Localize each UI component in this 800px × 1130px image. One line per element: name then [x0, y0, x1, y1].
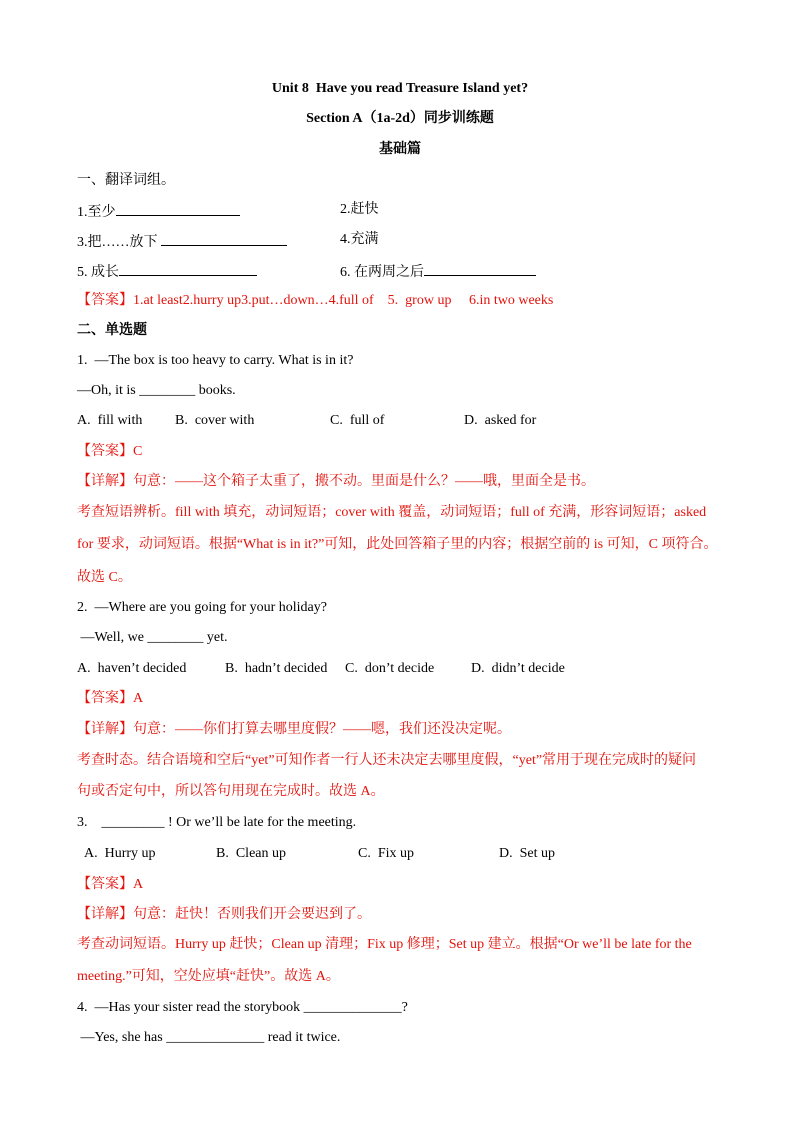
- item-label: 4.充满: [340, 232, 379, 247]
- q3-stem: 3. _________ ! Or we’ll be late for the meeting.: [77, 815, 357, 830]
- q2-reply: —Well, we ________ yet.: [77, 630, 228, 645]
- q3-explain-3: meeting.”可知，空处应填“赶快”。故选 A。: [77, 969, 340, 984]
- q4-stem: 4. —Has your sister read the storybook ______________?: [77, 1000, 408, 1015]
- item-label: 2.赶快: [340, 202, 379, 217]
- answer-blank: [161, 231, 287, 246]
- q3-explain-2: 考查动词短语。Hurry up 赶快；Clean up 清理；Fix up 修理；Set up 建立。根据“Or we’ll be late for the: [77, 937, 692, 952]
- page-title: Unit 8 Have you read Treasure Island yet?: [271, 81, 529, 96]
- part2-heading: 二、单选题: [77, 323, 147, 338]
- q1-explain-1: 【详解】句意：——这个箱子太重了，搬不动。里面是什么？——哦，里面全是书。: [77, 474, 595, 489]
- q3-option-a: A. Hurry up: [84, 846, 156, 861]
- item-label: 1.至少: [77, 205, 116, 220]
- page-subtitle: Section A（1a-2d）同步训练题: [306, 111, 494, 126]
- q1-stem: 1. —The box is too heavy to carry. What is in it?: [77, 353, 354, 368]
- q3-option-b: B. Clean up: [216, 846, 286, 861]
- q1-answer: 【答案】C: [77, 444, 143, 459]
- q3-explain-1: 【详解】句意：赶快！否则我们开会要迟到了。: [77, 907, 371, 922]
- part1-item-2: [340, 201, 379, 219]
- q1-explain-2: 考查短语辨析。fill with 填充，动词短语；cover with 覆盖，动词短语；full of 充满，形容词短语；asked: [77, 505, 707, 520]
- q1-option-d: D. asked for: [464, 413, 537, 428]
- q1-explain-3: for 要求，动词短语。根据“What is in it?”可知，此处回答箱子里的内容；根据空前的 is 可知，C 项符合。: [77, 537, 718, 552]
- part1-heading: 一、翻译词组。: [77, 173, 175, 188]
- part1-item-5: [77, 261, 257, 282]
- q1-option-c: C. full of: [330, 413, 385, 428]
- q2-explain-2: 考查时态。结合语境和空后“yet”可知作者一行人还未决定去哪里度假，“yet”常用于现在完成时的疑问: [77, 753, 697, 768]
- item-label: 3.把……放下: [77, 235, 161, 250]
- q1-option-a: A. fill with: [77, 413, 143, 428]
- q1-reply: —Oh, it is ________ books.: [77, 383, 236, 398]
- q2-stem: 2. —Where are you going for your holiday?: [77, 600, 327, 615]
- item-label: 5. 成长: [77, 265, 119, 280]
- q3-option-d: D. Set up: [499, 846, 555, 861]
- answer-blank: [424, 261, 536, 276]
- q2-option-d: D. didn’t decide: [471, 661, 565, 676]
- level-heading: 基础篇: [379, 142, 421, 157]
- part1-item-1: [77, 201, 240, 222]
- q1-explain-4: 故选 C。: [77, 570, 132, 585]
- q2-answer: 【答案】A: [77, 691, 144, 706]
- part1-item-3: [77, 231, 287, 252]
- q2-option-b: B. hadn’t decided: [225, 661, 328, 676]
- part1-item-6: [340, 261, 536, 282]
- q4-reply: —Yes, she has ______________ read it twice.: [77, 1030, 341, 1045]
- q2-explain-1: 【详解】句意：——你们打算去哪里度假？——嗯，我们还没决定呢。: [77, 722, 511, 737]
- part1-item-4: [340, 231, 379, 249]
- q2-option-c: C. don’t decide: [345, 661, 435, 676]
- answer-blank: [116, 201, 240, 216]
- answer-blank: [119, 261, 257, 276]
- q3-answer: 【答案】A: [77, 877, 144, 892]
- item-label: 6. 在两周之后: [340, 265, 424, 280]
- q1-option-b: B. cover with: [175, 413, 255, 428]
- q2-explain-3: 句或否定句中，所以答句用现在完成时。故选 A。: [77, 784, 385, 799]
- part1-answer: 【答案】1.at least2.hurry up3.put…down…4.full of 5. grow up 6.in two weeks: [77, 293, 554, 308]
- q2-option-a: A. haven’t decided: [77, 661, 187, 676]
- q3-option-c: C. Fix up: [358, 846, 415, 861]
